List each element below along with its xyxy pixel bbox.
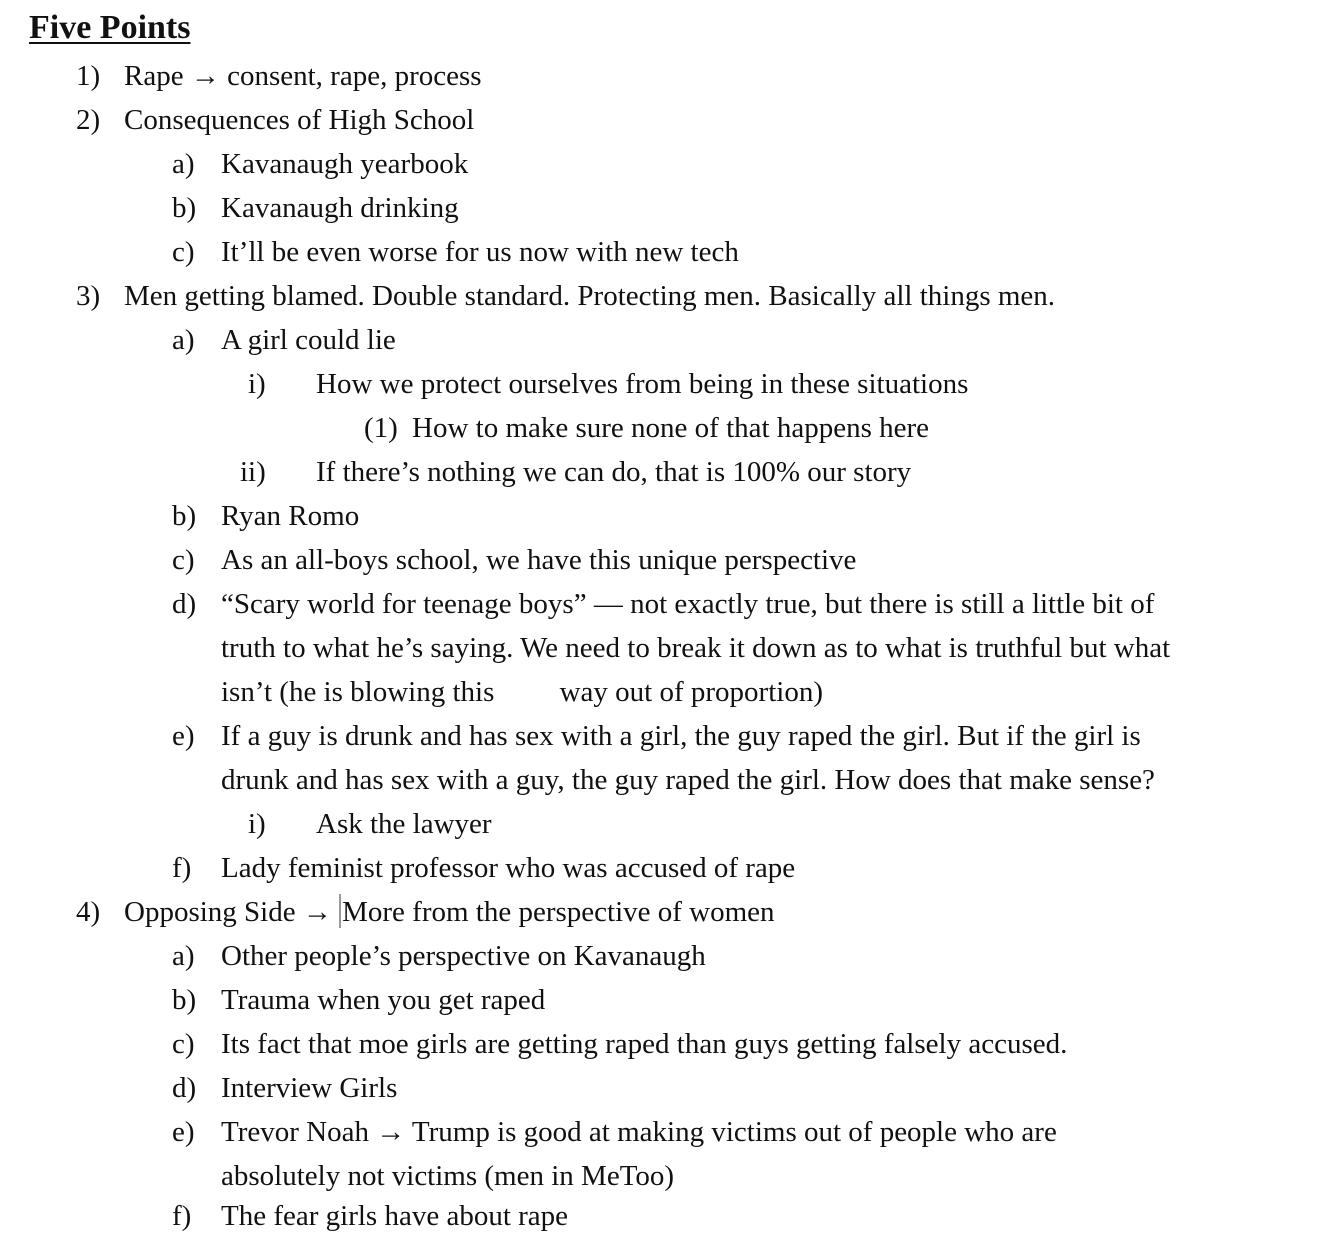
- list-text: Trevor Noah → Trump is good at making victims out of people who are: [221, 1116, 1057, 1148]
- list-text: truth to what he’s saying. We need to break it down as to what is truthful but what: [221, 632, 1171, 664]
- list-text: Men getting blamed. Double standard. Protecting men. Basically all things men.: [124, 280, 1056, 312]
- list-marker: f): [172, 1200, 192, 1232]
- list-marker: b): [172, 192, 197, 224]
- list-marker: i): [248, 368, 266, 400]
- list-text: isn’t (he is blowing this way out of proportion): [221, 676, 823, 708]
- list-marker: ii): [240, 456, 266, 488]
- list-marker: e): [172, 1116, 195, 1148]
- list-marker: d): [172, 1072, 197, 1104]
- text-after-cursor: More from the perspective of women: [342, 896, 775, 928]
- text-before-cursor: Opposing Side →: [124, 896, 340, 928]
- list-text: It’ll be even worse for us now with new tech: [221, 236, 739, 268]
- list-text: drunk and has sex with a guy, the guy raped the girl. How does that make sense?: [221, 764, 1155, 796]
- list-text: A girl could lie: [221, 324, 396, 356]
- list-marker: 3): [76, 280, 101, 312]
- list-text[interactable]: [124, 890, 775, 934]
- list-marker: a): [172, 324, 195, 356]
- list-text: How to make sure none of that happens here: [412, 412, 930, 444]
- list-text: If a guy is drunk and has sex with a girl, the guy raped the girl. But if the girl is: [221, 720, 1141, 752]
- list-marker: c): [172, 544, 195, 576]
- list-text: Ask the lawyer: [316, 808, 492, 840]
- list-text: As an all-boys school, we have this unique perspective: [221, 544, 857, 576]
- list-text: How we protect ourselves from being in these situations: [316, 368, 969, 400]
- list-marker: a): [172, 148, 195, 180]
- list-text: absolutely not victims (men in MeToo): [221, 1160, 675, 1192]
- list-marker: d): [172, 588, 197, 620]
- list-text: Consequences of High School: [124, 104, 475, 136]
- list-text: Kavanaugh drinking: [221, 192, 459, 224]
- list-marker: a): [172, 940, 195, 972]
- list-text: Its fact that moe girls are getting raped than guys getting falsely accused.: [221, 1028, 1068, 1060]
- list-marker: 4): [76, 896, 101, 928]
- list-marker: b): [172, 984, 197, 1016]
- list-text: Other people’s perspective on Kavanaugh: [221, 940, 706, 972]
- text-cursor: [339, 894, 341, 928]
- list-marker: (1): [364, 412, 398, 444]
- list-marker: c): [172, 1028, 195, 1060]
- list-text: “Scary world for teenage boys” — not exactly true, but there is still a little bit of: [221, 588, 1155, 620]
- list-marker: 1): [76, 60, 101, 92]
- list-marker: b): [172, 500, 197, 532]
- list-text: Lady feminist professor who was accused of rape: [221, 852, 796, 884]
- list-marker: e): [172, 720, 195, 752]
- list-text: The fear girls have about rape: [221, 1200, 569, 1232]
- list-marker: c): [172, 236, 195, 268]
- list-text: Trauma when you get raped: [221, 984, 546, 1016]
- document-title: Five Points: [29, 9, 191, 46]
- list-marker: 2): [76, 104, 101, 136]
- list-text: Rape → consent, rape, process: [124, 60, 482, 92]
- list-text: If there’s nothing we can do, that is 100% our story: [316, 456, 912, 488]
- list-text: Interview Girls: [221, 1072, 398, 1104]
- list-marker: f): [172, 852, 192, 884]
- list-text: Ryan Romo: [221, 500, 360, 532]
- list-text: Kavanaugh yearbook: [221, 148, 469, 180]
- list-marker: i): [248, 808, 266, 840]
